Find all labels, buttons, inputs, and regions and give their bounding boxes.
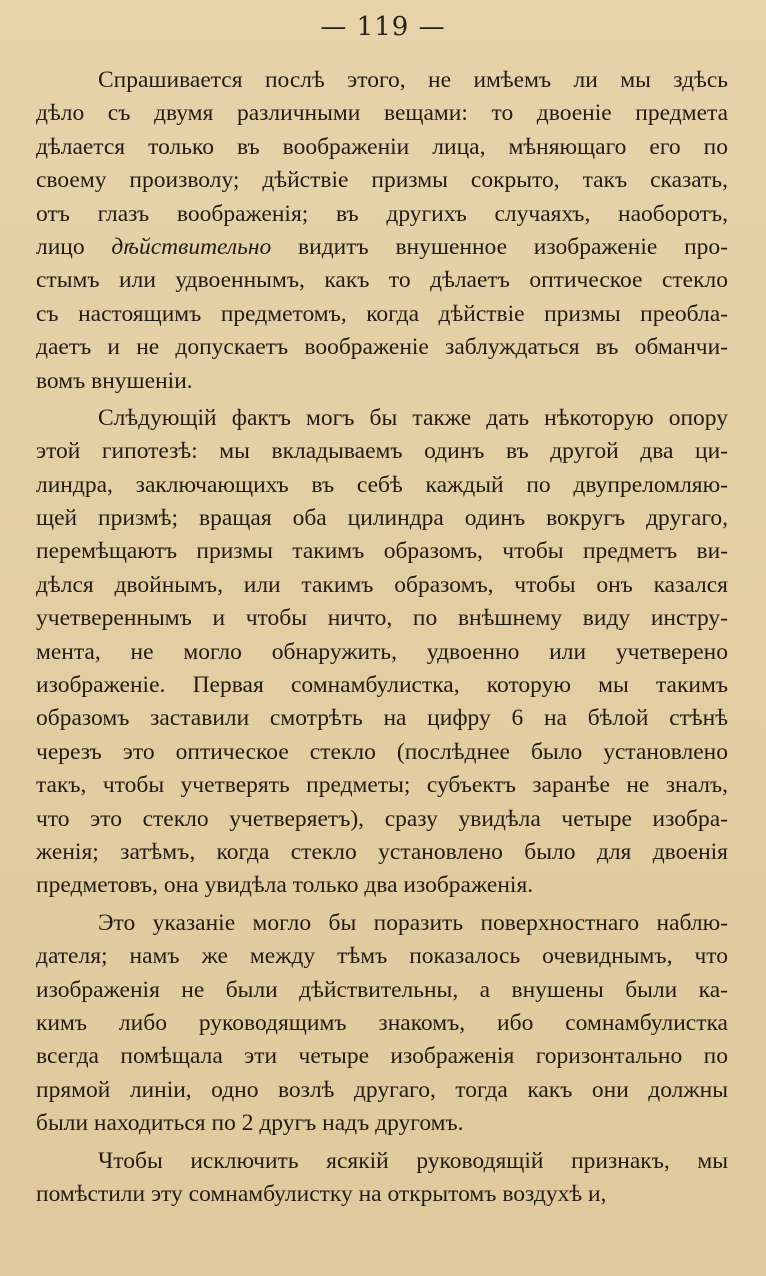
text-line: дателя; намъ же между тѣмъ показалось очевиднымъ, что — [36, 943, 728, 970]
text-line: кимъ либо руководящимъ знакомъ, ибо сомнамбулистка — [36, 1009, 728, 1036]
paragraph — [36, 402, 728, 903]
text-line: Чтобы исключить ясякій руководящій признакъ, мы — [98, 1147, 728, 1174]
page-number: — 119 — — [320, 12, 446, 42]
paragraph — [36, 907, 728, 1141]
text-line: перемѣщаютъ призмы такимъ образомъ, чтобы предметъ ви- — [36, 538, 728, 565]
body-text — [36, 64, 728, 1211]
text-line: женія; затѣмъ, когда стекло установлено было для двоенія — [36, 838, 728, 865]
text-line: образомъ заставили смотрѣть на цифру 6 на бѣлой стѣнѣ — [36, 705, 728, 732]
text-line: предметовъ, она увидѣла только два изображенія. — [36, 872, 534, 899]
text-line: были находиться по 2 другъ надъ другомъ. — [36, 1110, 464, 1137]
text-line: линдра, заключающихъ въ себѣ каждый по двупреломляю- — [36, 471, 728, 498]
paragraph — [36, 64, 728, 398]
text-line: изображенія не были дѣйствительны, а внушены были ка- — [36, 976, 728, 1003]
text-line: дѣлается только въ воображеніи лица, мѣняющаго его по — [36, 133, 728, 160]
text-line: Это указаніе могло бы поразить поверхностнаго наблю- — [98, 909, 728, 936]
text-run: видитъ внушенное изображеніе про- — [271, 233, 728, 260]
text-line: стымъ или удвоеннымъ, какъ то дѣлаетъ оптическое стекло — [36, 267, 728, 294]
text-line: своему произволу; дѣйствіе призмы сокрыто, такъ сказать, — [36, 167, 728, 194]
text-line: съ настоящимъ предметомъ, когда дѣйствіе призмы преобла- — [36, 300, 728, 327]
text-line: отъ глазъ воображенія; въ другихъ случаяхъ, наоборотъ, — [36, 200, 728, 227]
text-line: всегда помѣщала эти четыре изображенія горизонтально по — [36, 1043, 728, 1070]
text-line: что это стекло учетверяетъ), сразу увидѣла четыре изобра- — [36, 805, 728, 832]
text-line: Слѣдующій фактъ могъ бы также дать нѣкоторую опору — [98, 404, 728, 431]
text-line: даетъ и не допускаетъ воображеніе заблуждаться въ обманчи- — [36, 334, 728, 361]
text-line: черезъ это оптическое стекло (послѣднее было установлено — [36, 738, 728, 765]
text-line: прямой линіи, одно возлѣ другаго, тогда какъ они должны — [36, 1076, 728, 1103]
text-line: Спрашивается послѣ этого, не имѣемъ ли мы здѣсь — [98, 67, 728, 93]
text-line: помѣстили эту сомнамбулистку на открытомъ воздухѣ и, — [36, 1180, 607, 1207]
text-line: дѣло съ двумя различными вещами: то двоеніе предмета — [36, 100, 728, 127]
emphasized-word: дѣйствительно — [111, 233, 272, 260]
text-line: щей призмѣ; вращая оба цилиндра одинъ вокругъ другаго, — [36, 505, 728, 532]
text-line: дѣлся двойнымъ, или такимъ образомъ, чтобы онъ казался — [36, 571, 728, 598]
text-line: мента, не могло обнаружить, удвоенно или учетверено — [36, 638, 728, 665]
text-line: этой гипотезѣ: мы вкладываемъ одинъ въ другой два ци- — [36, 438, 728, 465]
text-run: лицо — [36, 233, 112, 260]
paragraph — [36, 1145, 728, 1212]
text-line: учетвереннымъ и чтобы ничто, по внѣшнему виду инстру- — [36, 605, 728, 632]
text-line: изображеніе. Первая сомнамбулистка, которую мы такимъ — [36, 672, 728, 699]
text-line — [36, 231, 728, 264]
text-line: вомъ внушеніи. — [36, 367, 193, 394]
text-line: такъ, чтобы учетверять предметы; субъектъ заранѣе не зналъ, — [36, 772, 728, 799]
